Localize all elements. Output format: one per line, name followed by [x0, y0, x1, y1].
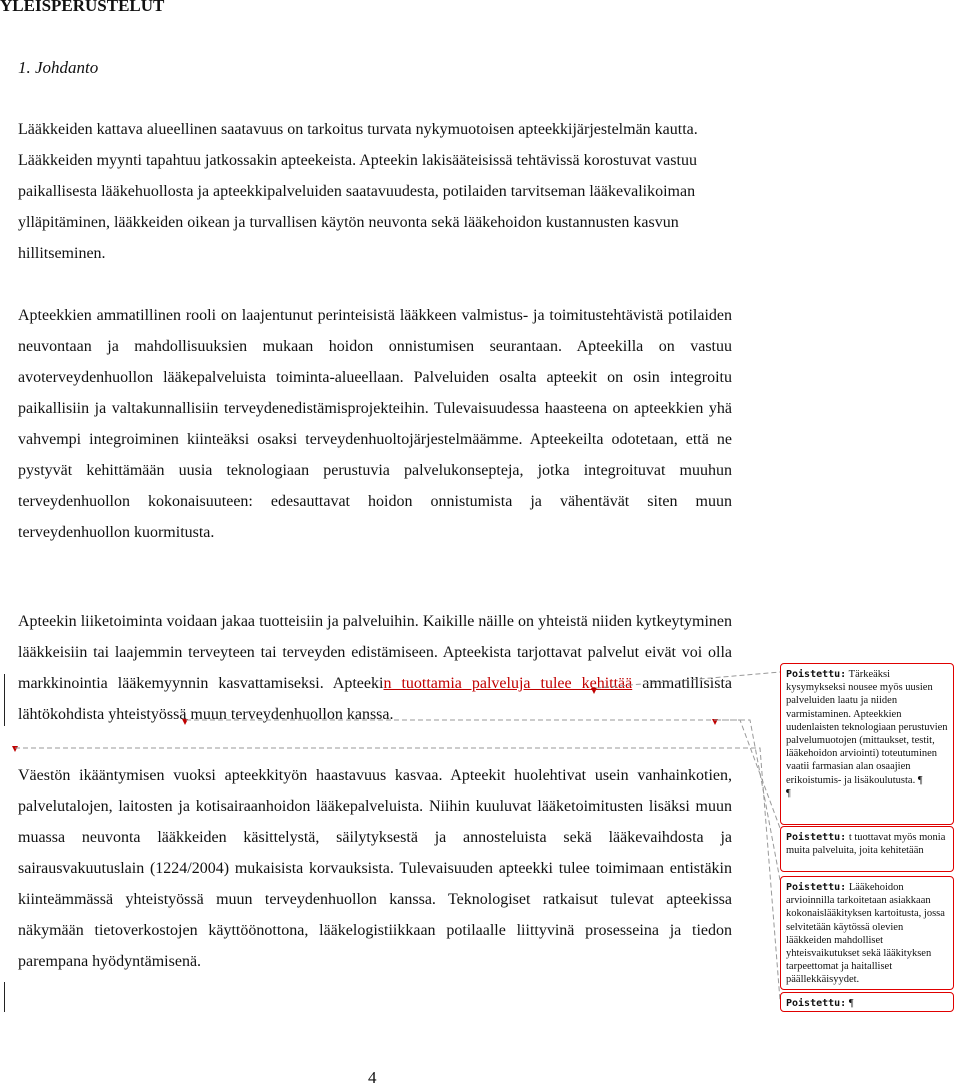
section-title: 1. Johdanto [18, 58, 99, 77]
comment-label: Poistettu: [786, 832, 847, 843]
comment-text: Lääkehoidon arvioinnilla tarkoitetaan asiakkaan kokonaislääkityksen kartoitusta, jossa selvitetään käytössä olevien lääkkeiden mahdolliset yhteisvaikutukset sekä lääkityksen tarpeettomat ja haitalliset päällekkäisyydet. [786, 882, 945, 986]
paragraph-mark: ¶ [786, 787, 791, 799]
comment-label: Poistettu: [786, 669, 847, 680]
comment-label: Poistettu: [786, 882, 847, 893]
tracked-insertion[interactable]: n tuottamia palveluja tulee kehittää [383, 675, 633, 692]
comment-balloon[interactable] [780, 876, 954, 990]
paragraph-intro: Lääkkeiden kattava alueellinen saatavuus on tarkoitus turvata nykymuotoisen apteekkijärjestelmän kautta. Lääkkeiden myynti tapahtuu jatkossakin apteekeista. Apteekin lakisääteisissä tehtävissä korostuvat vastuu paikallisesta lääkehuollosta ja apteekkipalveluiden saatavuudesta, potilaiden tarvitseman lääkevalikoiman ylläpitäminen, lääkkeiden oikean ja turvallisen käytön neuvonta sekä lääkehoidon kustannusten kasvun hillitseminen. [18, 121, 698, 262]
paragraph-professional-role: Apteekkien ammatillinen rooli on laajentunut perinteisistä lääkkeen valmistus- ja toimitustehtävistä potilaiden neuvontaan ja mahdollisuuksien mukaan hoidon onnistumisen seurantaan. Apteekilla on vastuu avoterveydenhuollon lääkepalveluista toiminta-alueellaan. Palveluiden osalta apteekit on osin integroitu paikallisiin ja valtakunnallisiin terveydenedistämisprojekteihin. Tulevaisuudessa haasteena on apteekkien yhä vahvempi integroiminen kiinteäksi osaksi terveydenhuoltojärjestelmäämme. Apteekeilta odotetaan, että ne pystyvät kehittämään uusia teknologiaan perustuvia palvelukonsepteja, jotka integroituvat muuhun terveydenhuollon kokonaisuuteen: edesauttavat hoidon onnistumista ja vähentävät siten muun terveydenhuollon kuormitusta. [18, 307, 732, 541]
comment-text: ¶ [848, 998, 854, 1009]
comment-text: t tuottavat myös monia muita palveluita, joita kehitetään [786, 832, 946, 857]
comment-balloon[interactable] [780, 826, 954, 872]
document-heading: YLEISPERUSTELUT [0, 0, 165, 15]
comment-label: Poistettu: [786, 998, 847, 1009]
comment-text: Tärkeäksi kysymykseksi nousee myös uusien palveluiden laatu ja niiden varmistaminen. Apteekkien uudenlaisten teknologiaan perustuvien palvelumuotojen (mittaukset, testit, lääkehoidon arviointi) toteutuminen vaatii farmasian alan osaajien erikoistumis- ja lisäkoulutusta. ¶ [786, 669, 948, 786]
comment-balloon[interactable] [780, 992, 954, 1012]
page-number: 4 [368, 1068, 377, 1087]
paragraph-text: ammatillisista lähtökohdista yhteistyössä muun terveydenhuollon kanssa. [18, 675, 732, 723]
paragraph-aging: Väestön ikääntymisen vuoksi apteekkityön haastavuus kasvaa. Apteekit huolehtivat usein vanhainkotien, palvelutalojen, laitosten ja kotisairaanhoidon lääkepalveluista. Niihin kuuluvat lääketoimitusten lisäksi muun muassa neuvonta lääkkeiden käsittelystä, säilytyksestä ja annosteluista sekä lääkevaihdosta ja sairausvakuutuslain (1224/2004) mukaisista korvauksista. Tulevaisuuden apteekki tulee toimimaan entistäkin kiinteämmässä yhteistyössä muun terveydenhuollon kanssa. Teknologiset ratkaisut tulevat apteekissa näkymään tietoverkostojen käyttöönottona, lääkelogistiikkaan potilaalle liittyvinä prosesseina ja tiedon parempana hyödyntämisenä. [18, 767, 732, 970]
paragraph-text: Apteekin liiketoiminta voidaan jakaa tuotteisiin ja palveluihin. Kaikille näille on yhteistä niiden kytkeytyminen lääkkeisiin tai laajemmin terveyteen tai terveyden edistämiseen. Apteekista tarjottavat palvelut eivät voi olla markkinointia lääkemyynnin kasvattamiseksi. Apteeki [18, 613, 732, 692]
comment-balloon[interactable] [780, 663, 954, 825]
